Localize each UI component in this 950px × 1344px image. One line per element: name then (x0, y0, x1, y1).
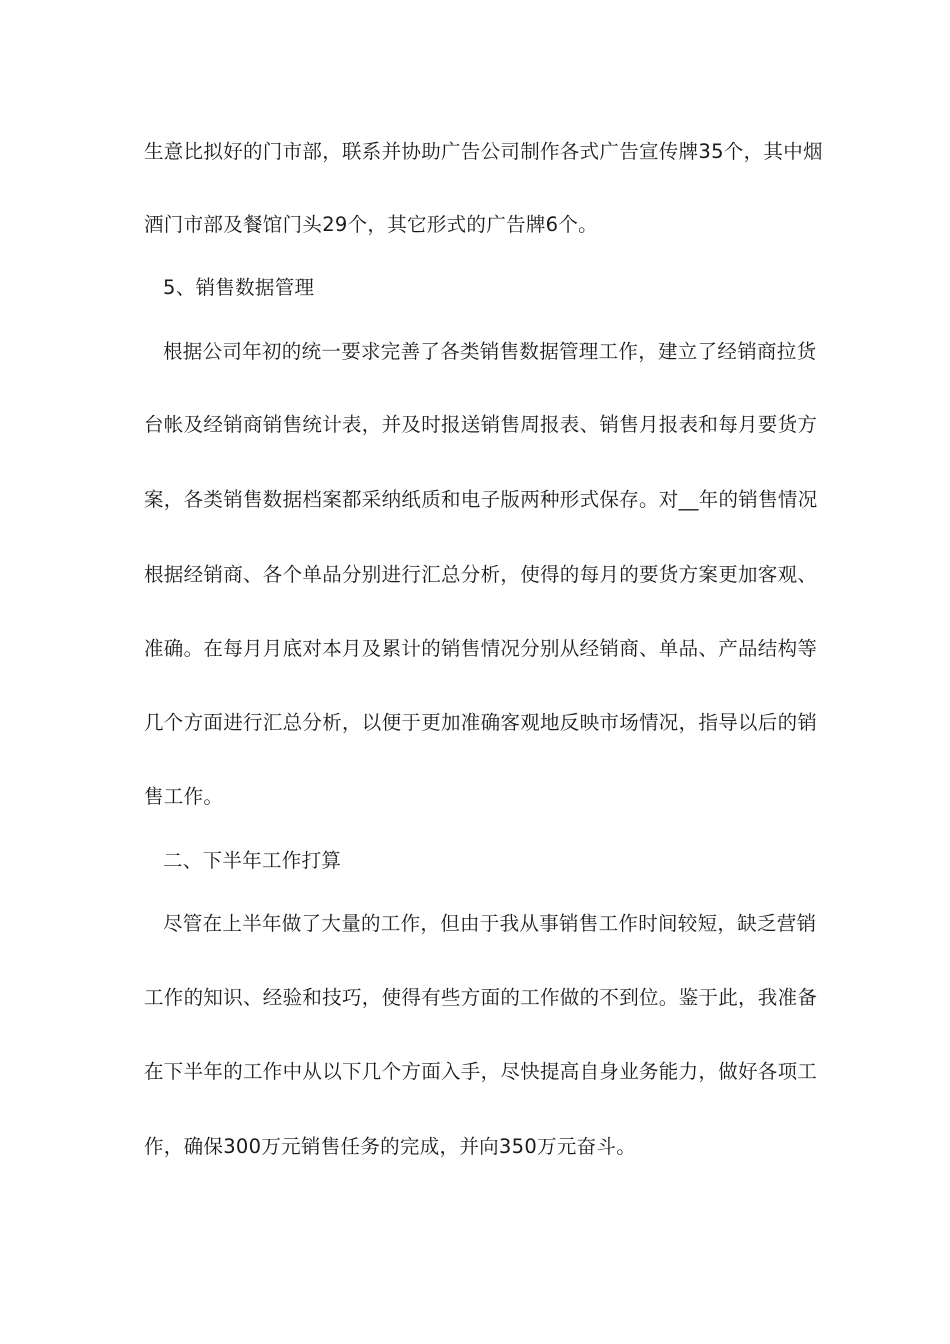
paragraph-line: 酒门市部及餐馆门头29个，其它形式的广告牌6个。 (144, 213, 598, 236)
paragraph-line: 售工作。 (144, 785, 224, 808)
paragraph-line: 工作的知识、经验和技巧，使得有些方面的工作做的不到位。鉴于此，我准备 (144, 986, 818, 1009)
paragraph-line: 台帐及经销商销售统计表，并及时报送销售周报表、销售月报表和每月要货方 (144, 413, 818, 436)
section-heading: 二、下半年工作打算 (163, 849, 342, 872)
paragraph-line: 作，确保300万元销售任务的完成，并向350万元奋斗。 (144, 1135, 637, 1158)
paragraph-line: 在下半年的工作中从以下几个方面入手，尽快提高自身业务能力，做好各项工 (144, 1060, 818, 1083)
paragraph-line: 生意比拟好的门市部，联系并协助广告公司制作各式广告宣传牌35个，其中烟 (144, 140, 823, 163)
section-heading: 5、销售数据管理 (163, 276, 315, 299)
paragraph-line: 根据经销商、各个单品分别进行汇总分析，使得的每月的要货方案更加客观、 (144, 563, 818, 586)
paragraph-line: 根据公司年初的统一要求完善了各类销售数据管理工作，建立了经销商拉货 (163, 340, 817, 363)
paragraph-line: 准确。在每月月底对本月及累计的销售情况分别从经销商、单品、产品结构等 (144, 637, 818, 660)
paragraph-line: 尽管在上半年做了大量的工作，但由于我从事销售工作时间较短，缺乏营销 (163, 912, 817, 935)
paragraph-line: 案，各类销售数据档案都采纳纸质和电子版两种形式保存。对__年的销售情况 (144, 488, 818, 511)
paragraph-line: 几个方面进行汇总分析，以便于更加准确客观地反映市场情况，指导以后的销 (144, 711, 818, 734)
